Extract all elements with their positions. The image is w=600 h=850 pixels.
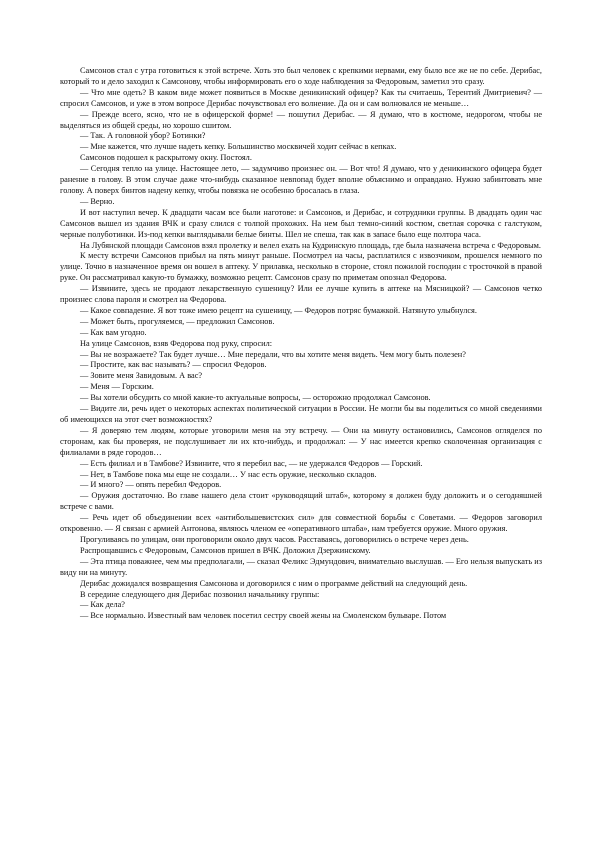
- paragraph: — Я доверяю тем людям, которые уговорили меня на эту встречу. — Они на минуту остановились, Самсонов огляделся по сторонам, как бы проверяя, не подслушивает ли их кто-нибудь, и продолжал: — У нас имеется крепко сколоченная организация с филиалами в ряде городов…: [60, 425, 542, 457]
- paragraph: — Вы хотели обсудить со мной какие-то актуальные вопросы, — осторожно продолжал Самсонов.: [80, 393, 431, 403]
- paragraph: — Все нормально. Известный вам человек посетил сестру своей жены на Смоленском бульваре. Потом: [80, 611, 447, 621]
- paragraph: Самсонов стал с утра готовиться к этой встрече. Хоть это был человек с крепкими нервами, ему было все же не по себе. Дерибас, который то и дело заходил к Самсонову, чтобы информировать его о ходе наблюдения за Федоровым, заметил это сразу.: [60, 66, 542, 86]
- paragraph: — Нет, в Тамбове пока мы еще не создали… У нас есть оружие, несколько складов.: [80, 469, 377, 479]
- paragraph: — Сегодня тепло на улице. Настоящее лето, — задумчиво произнес он. — Вот что! Я думаю, что у деникинского офицера будет ранение в голову. В этом случае даже что-нибудь сказанное невпопад будет вполне объяснимо и оправдано. Нужно забинтовать мне голову. А поверх бинтов надену кепку, чтобы повязка не особенно бросалась в глаза.: [60, 164, 542, 195]
- paragraph: — Оружия достаточно. Во главе нашего дела стоит «руководящий штаб», которому я должен буду доложить и о сегодняшней встрече с вами.: [60, 491, 542, 512]
- paragraph: И вот наступил вечер. К двадцати часам все были наготове: и Самсонов, и Дерибас, и сотрудники группы. В двадцать один час Самсонов вышел из здания ВЧК и сразу слился с толпой прохожих. На нем был темно-синий костюм, светлая сорочка с галстуком, черные полуботинки. Из-под кепки выглядывали белые бинты. Шел не спеша, так как в запасе было еще полтора часа.: [60, 207, 542, 239]
- paragraph: — Какое совпадение. Я вот тоже имею рецепт на сушеницу, — Федоров потряс бумажкой. Натянуто улыбнулся.: [80, 305, 477, 315]
- paragraph: — Речь идет об объединении всех «антибольшевистских сил» для совместной борьбы с Советами. — Федоров заговорил откровенно. — Я связан с армией Антонова, являюсь членом ее «оперативного штаба», нам требуется оружие. Много оружия.: [60, 513, 542, 534]
- paragraph: — Зовите меня Завидовым. А вас?: [80, 371, 203, 381]
- paragraph: Распрощавшись с Федоровым, Самсонов пришел в ВЧК. Доложил Дзержинскому.: [80, 545, 371, 555]
- paragraph: — Меня — Горским.: [80, 382, 154, 392]
- paragraph: Самсонов подошел к раскрытому окну. Постоял.: [80, 153, 252, 163]
- paragraph: — Вы не возражаете? Так будет лучше… Мне передали, что вы хотите меня видеть. Чем могу быть полезен?: [80, 349, 466, 359]
- paragraph: К месту встречи Самсонов прибыл на пять минут раньше. Посмотрел на часы, расплатился с извозчиком, прошелся немного по улице. Точно в назначенное время он вошел в аптеку. У прилавка, несколько в стороне, стоял пожилой господин с тросточкой в правой руке. Он рассматривал какую-то бумажку, возможно рецепт. Самсонов сразу по приметам опознал Федорова.: [60, 251, 542, 283]
- paragraph: — Видите ли, речь идет о некоторых аспектах политической ситуации в России. Не могли бы вы поделиться со мной сведениями об имеющихся на этот счет возможностях?: [60, 404, 542, 424]
- paragraph: — Есть филиал и в Тамбове? Извините, что я перебил вас, — не удержался Федоров — Горский.: [80, 458, 423, 468]
- paragraph: — Эта птица поважнее, чем мы предполагали, — сказал Феликс Эдмундович, внимательно выслушав. — Его нельзя выпускать из виду ни на минуту.: [60, 556, 542, 577]
- paragraph: — Может быть, прогуляемся, — предложил Самсонов.: [80, 316, 275, 326]
- paragraph: — Так. А головной убор? Ботинки?: [80, 131, 206, 141]
- paragraph: — Что мне одеть? В каком виде может появиться в Москве деникинский офицер? Как ты считаешь, Терентий Дмитриевич? — спросил Самсонов, и уже в этом вопросе Дерибас почувствовал его волнение. Да он и сам волновался не меньше…: [60, 87, 542, 108]
- paragraph: — Прежде всего, ясно, что не в офицерской форме! — пошутил Дерибас. — Я думаю, что в костюме, недорогом, чтобы не выделяться из общей среды, но хорошо сшитом.: [60, 109, 542, 130]
- paragraph: На улице Самсонов, взяв Федорова под руку, спросил:: [80, 338, 273, 348]
- paragraph: — Мне кажется, что лучше надеть кепку. Большинство москвичей ходит сейчас в кепках.: [80, 142, 397, 152]
- paragraph: — Верно.: [80, 196, 115, 206]
- paragraph: — Извините, здесь не продают лекарственную сушеницу? Или ее лучше купить в аптеке на Мясницкой? — Самсонов четко произнес слова пароля и смотрел на Федорова.: [60, 284, 542, 305]
- paragraph: — Как вам угодно.: [80, 327, 147, 337]
- paragraph: На Лубянской площади Самсонов взял пролетку и велел ехать на Кудринскую площадь, где была назначена встреча с Федоровым.: [80, 240, 542, 250]
- paragraph: — Как дела?: [80, 600, 125, 610]
- page-text: [60, 66, 542, 622]
- paragraph: Прогуливаясь по улицам, они проговорили около двух часов. Расставаясь, договорились о встрече через день.: [80, 534, 469, 544]
- paragraph: Дерибас дожидался возвращения Самсонова и договорился с ним о программе действий на следующий день.: [80, 578, 468, 588]
- paragraph: В середине следующего дня Дерибас позвонил начальнику группы:: [80, 589, 320, 599]
- paragraph: — Простите, как вас называть? — спросил Федоров.: [80, 360, 267, 370]
- paragraph: — И много? — опять перебил Федоров.: [80, 480, 222, 490]
